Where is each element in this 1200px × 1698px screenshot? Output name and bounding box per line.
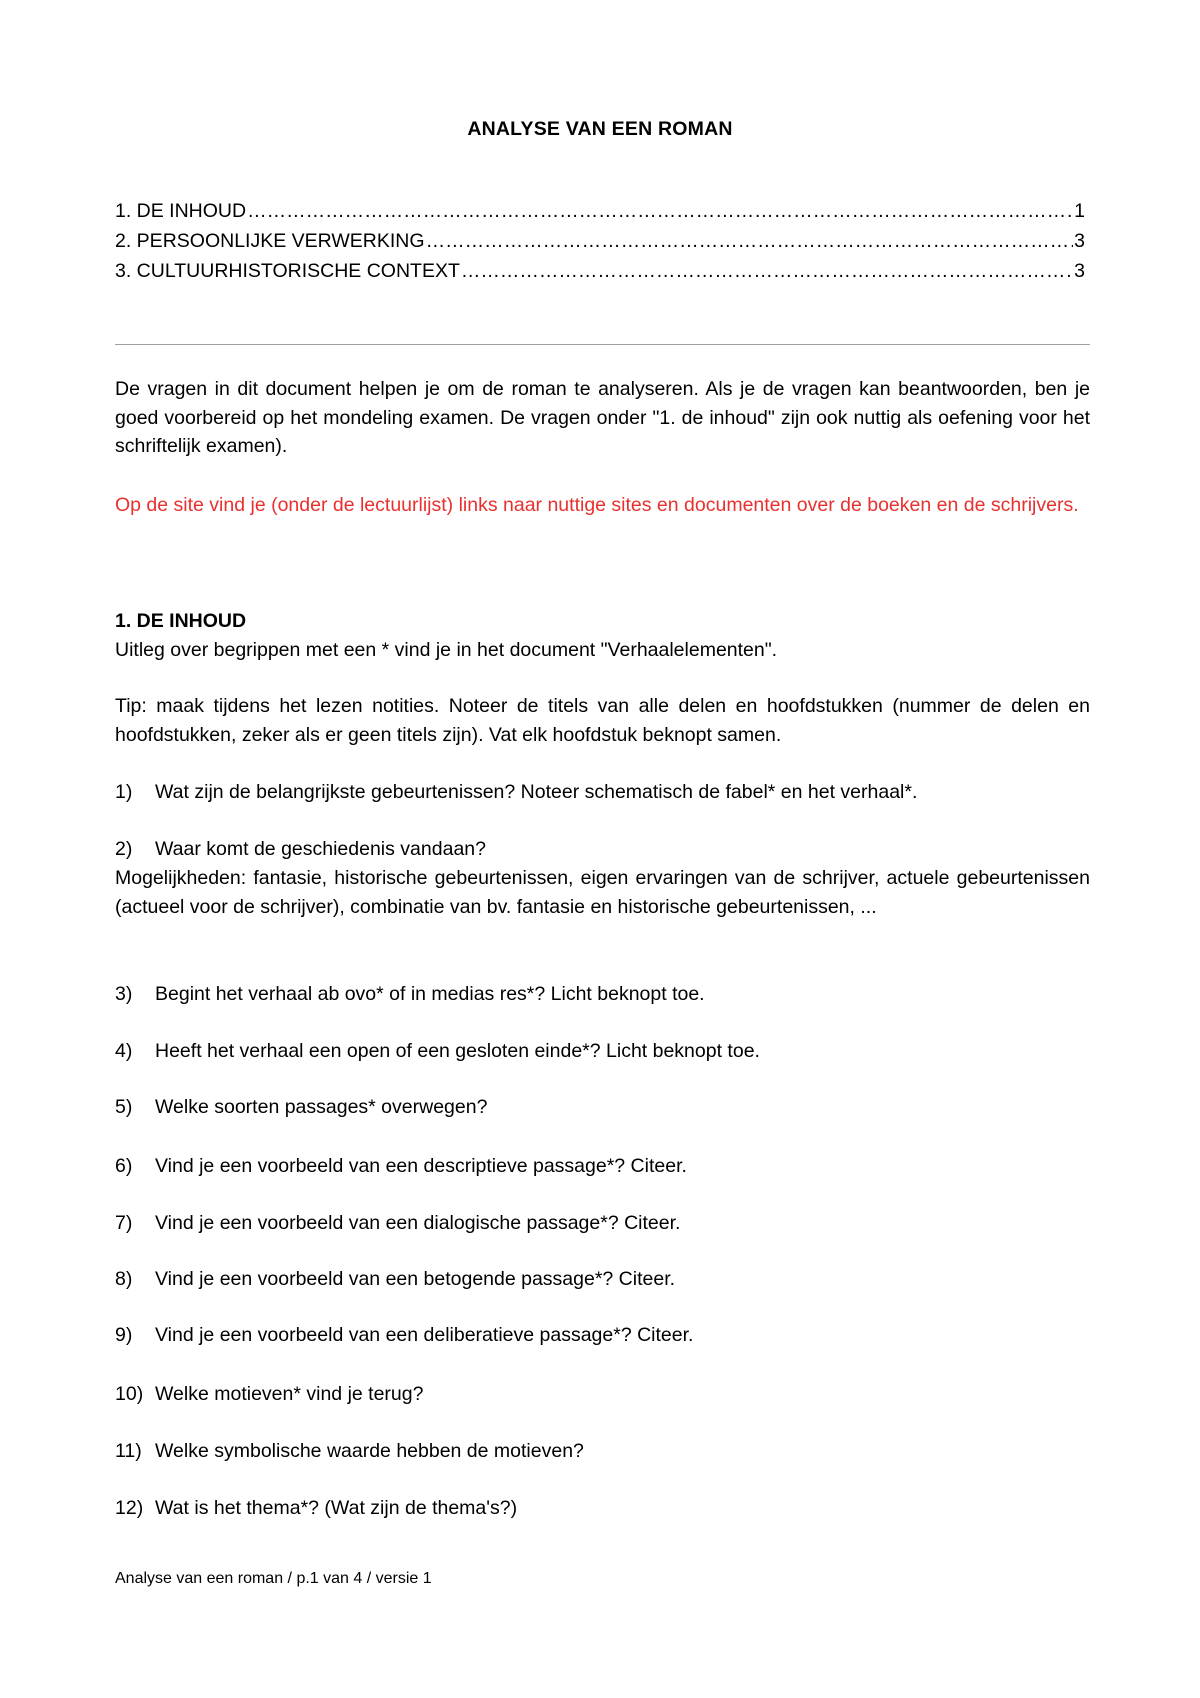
question-item: [115, 1265, 1090, 1294]
question-text: Vind je een voorbeeld van een dialogische passage*? Citeer.: [155, 1212, 681, 1234]
question-text: Wat is het thema*? (Wat zijn de thema's?): [155, 1497, 518, 1519]
question-text: Waar komt de geschiedenis vandaan?: [155, 838, 486, 860]
horizontal-divider: [115, 344, 1090, 345]
page-footer: Analyse van een roman / p.1 van 4 / versie 1: [115, 1570, 432, 1587]
question-item: [115, 1380, 1090, 1409]
section-heading-inhoud: 1. DE INHOUD: [115, 610, 247, 632]
intro-paragraph: De vragen in dit document helpen je om de roman te analyseren. Als je de vragen kan beantwoorden, ben je goed voorbereid op het mondeling examen. De vragen onder "1. de inhoud" zijn ook nuttig als oefening voor het schriftelijk examen).: [115, 378, 1090, 457]
toc-entry-label: 1. DE INHOUD: [115, 200, 247, 222]
question-item: [115, 980, 1090, 1009]
question-text: Heeft het verhaal een open of een gesloten einde*? Licht beknopt toe.: [155, 1040, 760, 1062]
document-title: ANALYSE VAN EEN ROMAN: [467, 118, 733, 140]
tip-paragraph: Tip: maak tijdens het lezen notities. Noteer de titels van alle delen en hoofdstukken (nummer de delen en hoofdstukken, zeker als er geen titels zijn). Vat elk hoofdstuk beknopt samen.: [115, 695, 1090, 746]
question-text: Vind je een voorbeeld van een descriptieve passage*? Citeer.: [155, 1155, 687, 1177]
toc-entry-page: 3: [1074, 260, 1085, 282]
question-item: [115, 778, 1090, 807]
toc-leader-dots: [247, 200, 1073, 223]
toc-entry[interactable]: [115, 200, 1085, 230]
question-text: Wat zijn de belangrijkste gebeurtenissen? Noteer schematisch de fabel* en het verhaal*.: [155, 781, 918, 803]
question-number: 12): [115, 1497, 144, 1519]
question-number: 9): [115, 1324, 133, 1346]
question-text: Begint het verhaal ab ovo* of in medias res*? Licht beknopt toe.: [155, 983, 705, 1005]
toc-entry-page: 1: [1074, 200, 1085, 222]
question-text: Vind je een voorbeeld van een betogende passage*? Citeer.: [155, 1268, 676, 1290]
site-note: Op de site vind je (onder de lectuurlijst) links naar nuttige sites en documenten over de boeken en de schrijvers.: [115, 494, 1079, 516]
question-number: 8): [115, 1268, 133, 1290]
question-item: [115, 1093, 1090, 1122]
explain-paragraph: Uitleg over begrippen met een * vind je in het document "Verhaalelementen".: [115, 639, 778, 661]
question-number: 10): [115, 1383, 144, 1405]
question-item: [115, 835, 1090, 864]
question-number: 5): [115, 1096, 133, 1118]
question-item: [115, 1209, 1090, 1238]
table-of-contents: [115, 200, 1085, 290]
question-item: [115, 1437, 1090, 1466]
question-item: [115, 1037, 1090, 1066]
question-number: 2): [115, 838, 133, 860]
question-item: [115, 1321, 1090, 1350]
question-number: 11): [115, 1440, 142, 1462]
question-text: Vind je een voorbeeld van een deliberatieve passage*? Citeer.: [155, 1324, 694, 1346]
question-number: 6): [115, 1155, 133, 1177]
question-number: 4): [115, 1040, 133, 1062]
question-text: Welke symbolische waarde hebben de motieven?: [155, 1440, 584, 1462]
question-number: 3): [115, 983, 133, 1005]
question-item: [115, 1152, 1090, 1181]
question-item: [115, 1494, 1090, 1523]
toc-entry-label: 2. PERSOONLIJKE VERWERKING: [115, 230, 425, 252]
question-number: 1): [115, 781, 133, 803]
toc-entry[interactable]: [115, 230, 1085, 260]
toc-entry-page: 3: [1074, 230, 1085, 252]
question-detail: Mogelijkheden: fantasie, historische gebeurtenissen, eigen ervaringen van de schrijver, actuele gebeurtenissen (actueel voor de schrijver), combinatie van bv. fantasie en historische gebeurtenissen, ...: [115, 867, 1090, 918]
toc-leader-dots: [461, 260, 1073, 283]
question-text: Welke soorten passages* overwegen?: [155, 1096, 488, 1118]
question-number: 7): [115, 1212, 133, 1234]
toc-entry[interactable]: [115, 260, 1085, 290]
toc-entry-label: 3. CULTUURHISTORISCHE CONTEXT: [115, 260, 460, 282]
toc-leader-dots: [426, 230, 1074, 253]
question-text: Welke motieven* vind je terug?: [155, 1383, 424, 1405]
